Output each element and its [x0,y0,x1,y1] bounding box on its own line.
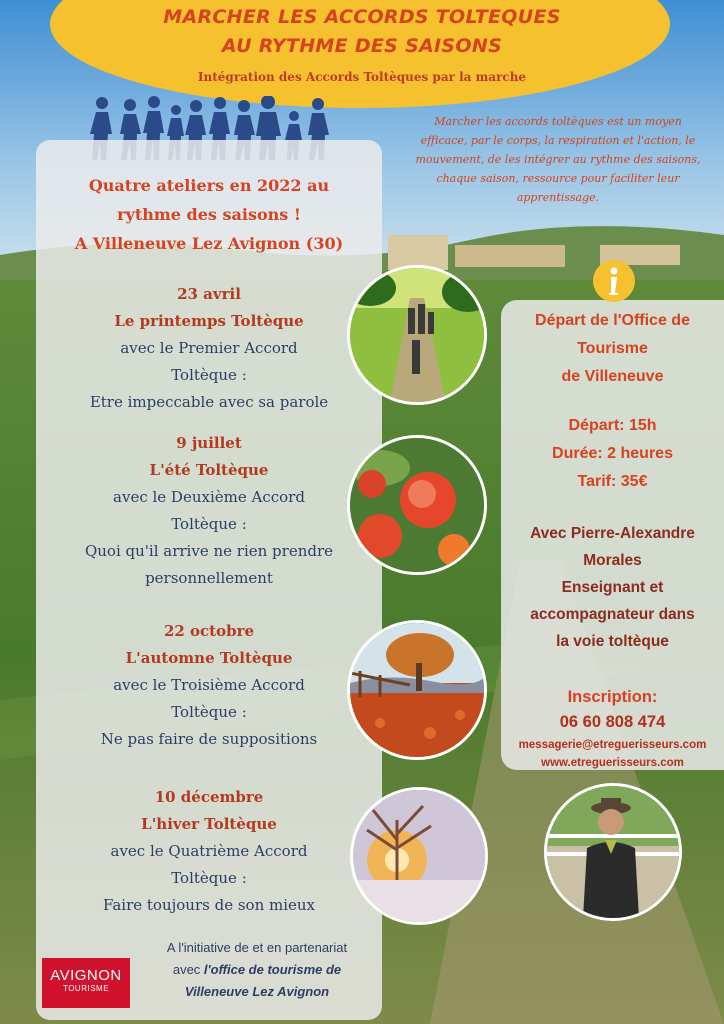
event-agreement: Ne pas faire de suppositions [100,730,318,748]
logo-sub-text: TOURISME [62,984,110,993]
event-accord: avec le Deuxième Accord [113,488,305,506]
partner-line1: A l'initiative de et en partenariat [166,940,348,955]
logo-main-text: AVIGNON [50,967,122,984]
event-agreement: Faire toujours de son mieux [102,896,316,914]
event-winter [36,784,382,919]
phone-number[interactable]: 06 60 808 474 [559,713,666,731]
page-title-line2: AU RYTHME DES SAISONS [221,35,503,57]
guide-line: Morales [583,552,642,569]
guide-info [501,520,724,655]
intro-line: apprentissage. [516,191,600,204]
autumn-photo [347,620,487,760]
event-toltec: Toltèque : [171,703,247,721]
intro-line: Marcher les accords toltèques est un moyen [434,115,682,128]
event-toltec: Toltèque : [171,515,247,533]
event-agreement: Quoi qu'il arrive ne rien prendre [84,542,334,560]
event-accord: avec le Quatrième Accord [110,842,308,860]
website-link[interactable]: www.etreguerisseurs.com [541,757,684,769]
event-agreement: personnellement [145,569,273,587]
event-date: 23 avril [177,285,241,303]
departure-place-line: Tourisme [577,340,648,357]
page-title-line1: MARCHER LES ACCORDS TOLTEQUES [163,6,561,28]
guide-portrait-photo [544,783,682,921]
event-season: L'hiver Toltèque [141,815,277,833]
info-icon [593,260,635,302]
event-toltec: Toltèque : [171,366,247,384]
partner-line2 [140,962,374,977]
page-subtitle: Intégration des Accords Toltèques par la marche [197,70,527,84]
guide-line: Avec Pierre-Alexandre [530,525,695,542]
avignon-tourisme-logo [42,958,130,1008]
event-accord: avec le Troisième Accord [113,676,305,694]
guide-line: accompagnateur dans [530,606,695,623]
event-season: Le printemps Toltèque [114,312,304,330]
program-heading-location: A Villeneuve Lez Avignon (30) [74,234,344,253]
program-heading-line: Quatre ateliers en 2022 au [88,176,330,195]
summer-peaches-photo [347,435,487,575]
email-link[interactable]: messagerie@etreguerisseurs.com [518,739,707,751]
event-season: L'été Toltèque [149,461,269,479]
event-summer [36,430,382,592]
guide-line: Enseignant et [561,579,664,596]
intro-line: chaque saison, ressource pour faciliter leur [436,172,680,185]
intro-line: mouvement, de les intégrer au rythme des saisons, [415,153,701,166]
spring-photo [347,265,487,405]
event-toltec: Toltèque : [171,869,247,887]
event-date: 22 octobre [163,622,255,640]
departure-place-line: de Villeneuve [561,368,664,385]
guide-line: la voie toltèque [556,633,669,650]
event-autumn [36,618,382,753]
winter-sunset-photo [350,787,488,925]
intro-line: efficace, par le corps, la respiration et l'action, le [420,134,696,147]
program-heading-line: rythme des saisons ! [117,205,301,224]
schedule-info [501,412,724,496]
partner-line3 [140,984,374,999]
intro-paragraph [392,112,724,207]
partner-line3-bold: Villeneuve Lez Avignon [184,984,330,999]
inscription-label: Inscription: [567,688,658,706]
event-date: 9 juillet [176,434,242,452]
partner-line2-bold: l'office de tourisme de [203,962,342,977]
duration: Durée: 2 heures [552,445,673,462]
departure-time: Départ: 15h [568,417,657,434]
event-date: 10 décembre [154,788,264,806]
partner-line2-plain: avec [172,962,204,977]
event-spring [36,281,382,416]
departure-place-line: Départ de l'Office de [535,312,690,329]
event-agreement: Etre impeccable avec sa parole [89,393,329,411]
event-season: L'automne Toltèque [125,649,293,667]
event-accord: avec le Premier Accord [120,339,298,357]
departure-place [501,307,724,391]
price: Tarif: 35€ [577,473,648,490]
